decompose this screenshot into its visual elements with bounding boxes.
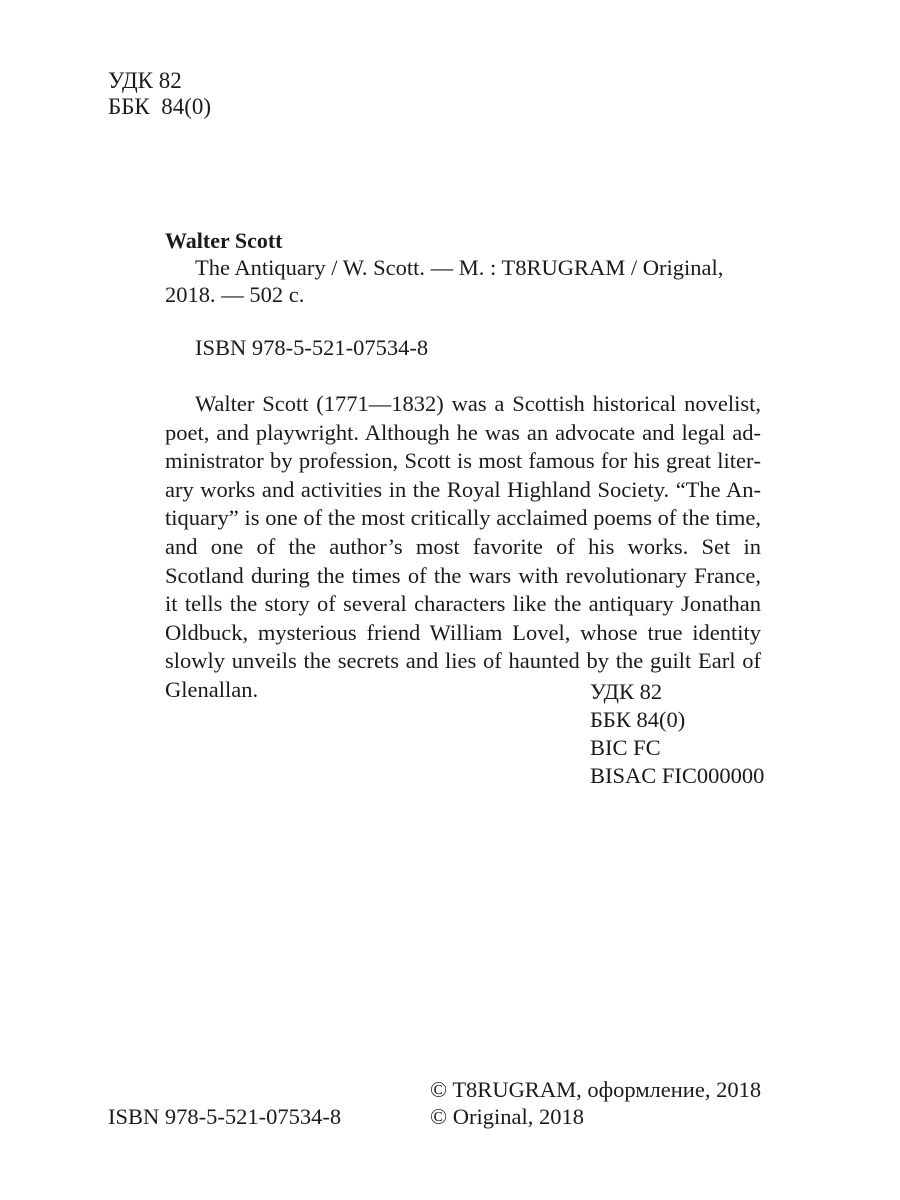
copyright-notices — [430, 1076, 761, 1130]
bbk-code: ББК 84(0) — [590, 707, 686, 732]
copyright-original: © Original, 2018 — [430, 1104, 584, 1129]
footer-isbn: ISBN 978-5-521-07534-8 — [108, 1104, 342, 1129]
udk-code: УДК 82 — [108, 68, 182, 93]
bisac-code: BISAC FIC000000 — [590, 763, 765, 788]
udk-code: УДК 82 — [590, 679, 663, 704]
header-classification-codes — [108, 68, 211, 120]
bbk-code: ББК 84(0) — [108, 94, 212, 119]
bibliographic-citation: The Antiquary / W. Scott. — M. : T8RUGRAM / Original, 2018. — 502 c. — [165, 255, 724, 307]
author-name: Walter Scott — [165, 228, 283, 253]
copyright-design: © T8RUGRAM, оформление, 2018 — [430, 1077, 762, 1102]
entry-isbn: ISBN 978-5-521-07534-8 — [195, 335, 429, 360]
classification-codes — [590, 678, 764, 790]
bic-code: BIC FC — [590, 735, 661, 760]
bibliographic-entry — [165, 227, 761, 727]
book-annotation: Walter Scott (1771—1832) was a Scottish historical novelist, poet, and playwright. Although he was an advocate and legal administrator by profession, Scott is most famous for his great literary works and activities in the Royal Highland Society. “The Antiquary” is one of the most critically acclaimed poems of the time, and one of the author’s most favorite of his works. Set in Scotland during the times of the wars with revolutionary France, it tells the story of several characters like the antiquary Jonathan Oldbuck, mysterious friend William Lovel, whose true identity slowly unveils the secrets and lies of haunted by the guilt Earl of Glenallan. — [165, 391, 761, 702]
